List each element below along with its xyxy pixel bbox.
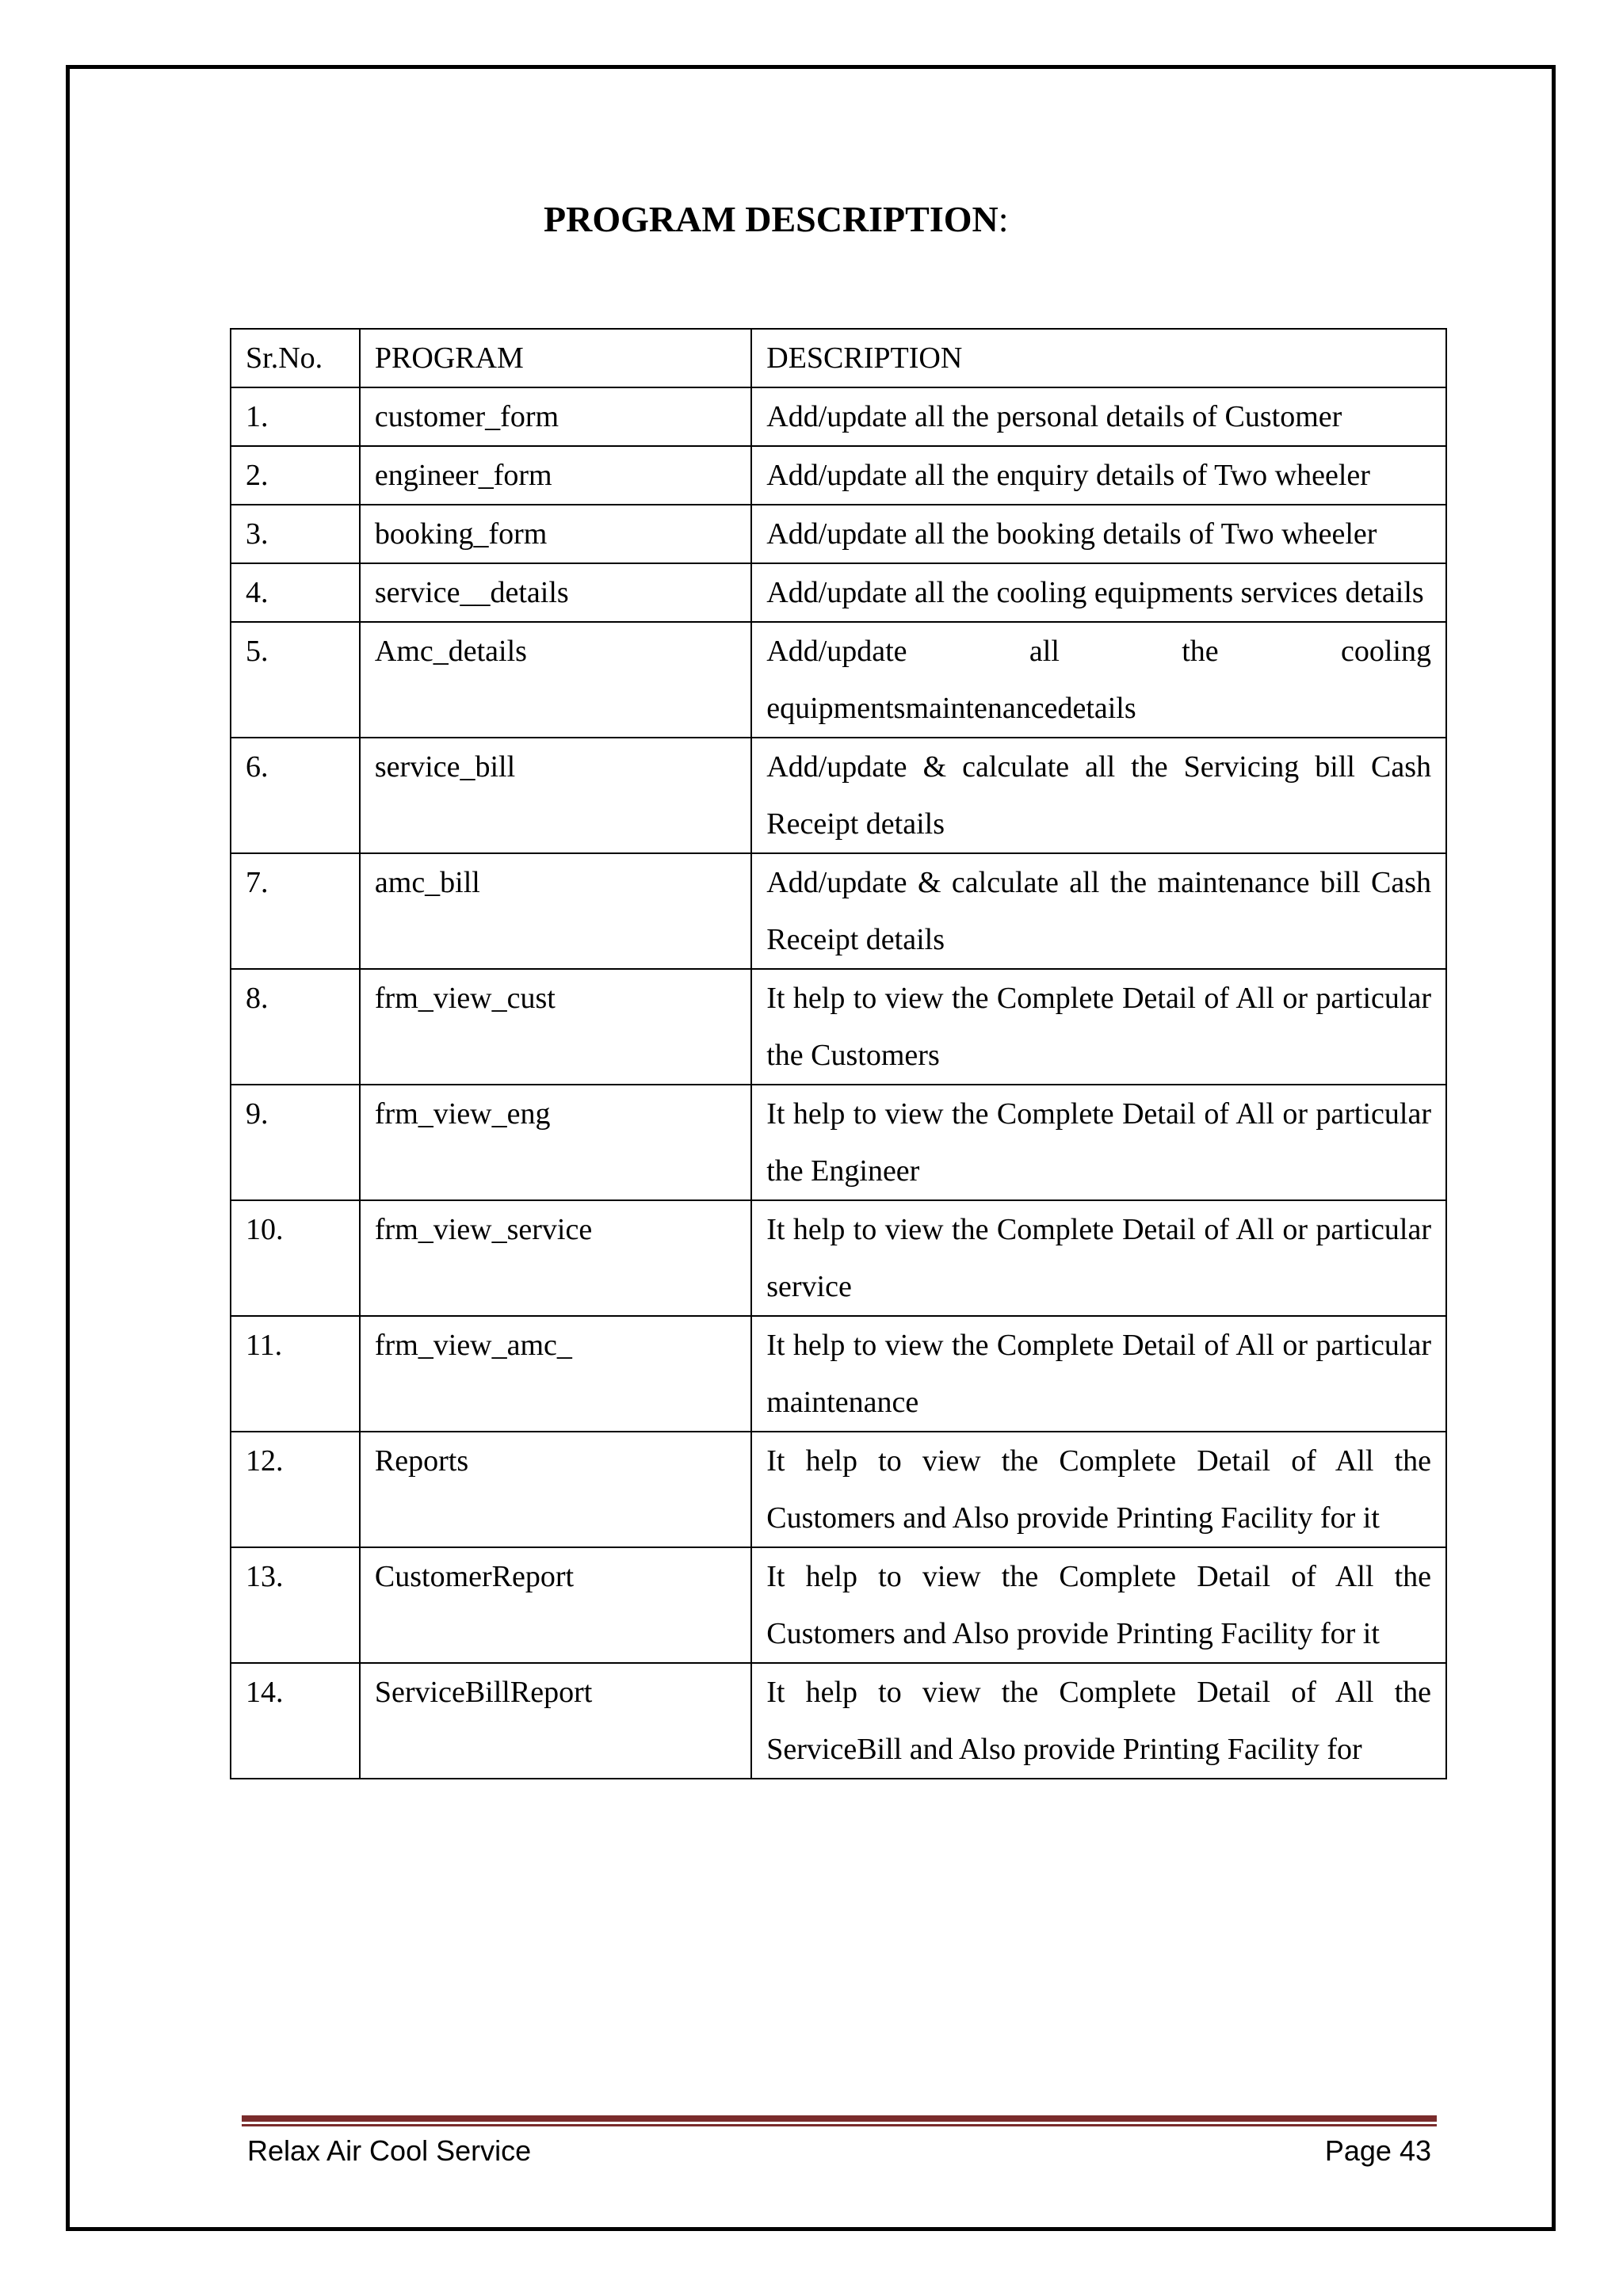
cell-description: Add/update all the enquiry details of Two wheeler xyxy=(751,446,1446,505)
table-row xyxy=(231,563,1446,622)
header-description: DESCRIPTION xyxy=(751,329,1446,387)
table-header-row xyxy=(231,329,1446,387)
cell-program: CustomerReport xyxy=(360,1547,751,1663)
table-row xyxy=(231,446,1446,505)
header-srno: Sr.No. xyxy=(231,329,360,387)
cell-srno: 9. xyxy=(231,1085,360,1200)
page-heading xyxy=(0,192,1623,247)
cell-description: Add/update all the cooling equipments services details xyxy=(751,563,1446,622)
footer-rule-thick xyxy=(242,2115,1437,2122)
footer-title: Relax Air Cool Service xyxy=(247,2134,532,2167)
cell-program: booking_form xyxy=(360,505,751,563)
cell-srno: 14. xyxy=(231,1663,360,1779)
heading-title: PROGRAM DESCRIPTION xyxy=(544,199,999,239)
table-row xyxy=(231,387,1446,446)
table-row xyxy=(231,622,1446,738)
cell-srno: 5. xyxy=(231,622,360,738)
cell-description: Add/update & calculate all the Servicing bill Cash Receipt details xyxy=(751,738,1446,853)
table-row xyxy=(231,853,1446,969)
cell-srno: 6. xyxy=(231,738,360,853)
cell-description: It help to view the Complete Detail of All the Customers and Also provide Printing Facility for it xyxy=(751,1432,1446,1547)
table-row xyxy=(231,1316,1446,1432)
cell-description: Add/update & calculate all the maintenance bill Cash Receipt details xyxy=(751,853,1446,969)
cell-srno: 13. xyxy=(231,1547,360,1663)
cell-description: It help to view the Complete Detail of All the ServiceBill and Also provide Printing Facility for xyxy=(751,1663,1446,1779)
cell-description: It help to view the Complete Detail of All or particular service xyxy=(751,1200,1446,1316)
cell-srno: 4. xyxy=(231,563,360,622)
table-row xyxy=(231,1663,1446,1779)
table-row xyxy=(231,1200,1446,1316)
cell-program: frm_view_amc_ xyxy=(360,1316,751,1432)
cell-description: Add/update all the cooling equipmentsmaintenancedetails xyxy=(751,622,1446,738)
cell-program: engineer_form xyxy=(360,446,751,505)
cell-program: service_bill xyxy=(360,738,751,853)
cell-description: It help to view the Complete Detail of All or particular the Customers xyxy=(751,969,1446,1085)
table-row xyxy=(231,969,1446,1085)
footer-rule-thin xyxy=(242,2124,1437,2126)
cell-srno: 11. xyxy=(231,1316,360,1432)
cell-program: Reports xyxy=(360,1432,751,1547)
header-program: PROGRAM xyxy=(360,329,751,387)
program-table xyxy=(230,328,1447,1779)
cell-srno: 7. xyxy=(231,853,360,969)
table-row xyxy=(231,1085,1446,1200)
table-row xyxy=(231,505,1446,563)
cell-description: Add/update all the personal details of Customer xyxy=(751,387,1446,446)
cell-description: Add/update all the booking details of Two wheeler xyxy=(751,505,1446,563)
cell-program: Amc_details xyxy=(360,622,751,738)
cell-srno: 8. xyxy=(231,969,360,1085)
cell-program: customer_form xyxy=(360,387,751,446)
cell-srno: 12. xyxy=(231,1432,360,1547)
cell-description: It help to view the Complete Detail of All the Customers and Also provide Printing Facility for it xyxy=(751,1547,1446,1663)
cell-description: It help to view the Complete Detail of All or particular the Engineer xyxy=(751,1085,1446,1200)
cell-description: It help to view the Complete Detail of All or particular maintenance xyxy=(751,1316,1446,1432)
table-row xyxy=(231,1547,1446,1663)
table-row xyxy=(231,738,1446,853)
cell-program: amc_bill xyxy=(360,853,751,969)
cell-srno: 3. xyxy=(231,505,360,563)
program-table-body xyxy=(231,329,1446,1779)
cell-program: ServiceBillReport xyxy=(360,1663,751,1779)
cell-program: frm_view_cust xyxy=(360,969,751,1085)
cell-program: service__details xyxy=(360,563,751,622)
footer-page-number: Page 43 xyxy=(1324,2134,1431,2167)
cell-program: frm_view_service xyxy=(360,1200,751,1316)
table-row xyxy=(231,1432,1446,1547)
heading-colon: : xyxy=(998,199,1009,239)
cell-srno: 2. xyxy=(231,446,360,505)
cell-srno: 10. xyxy=(231,1200,360,1316)
cell-srno: 1. xyxy=(231,387,360,446)
cell-program: frm_view_eng xyxy=(360,1085,751,1200)
